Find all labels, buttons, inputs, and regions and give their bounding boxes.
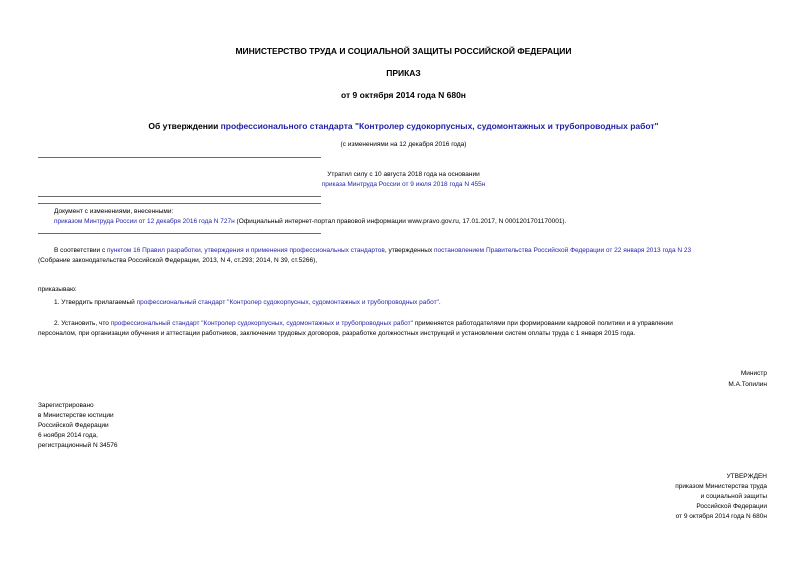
item-2-text: 2. Установить, что bbox=[54, 320, 111, 327]
divider bbox=[38, 196, 321, 197]
title-prefix: Об утверждении bbox=[148, 121, 221, 131]
government-decree-link[interactable]: постановлением Правительства Российской Федерации от 22 января 2013 года N 23 bbox=[434, 247, 692, 254]
document-title bbox=[0, 121, 807, 131]
approved-line: от 9 октября 2014 года N 680н bbox=[675, 513, 767, 520]
registration-line: регистрационный N 34576 bbox=[38, 442, 118, 449]
registration-line: 6 ноября 2014 года, bbox=[38, 432, 98, 439]
amended-order-link[interactable]: приказом Минтруда России от 12 декабря 2016 года N 727н bbox=[54, 218, 235, 225]
approved-line: и социальной защиты bbox=[700, 493, 767, 500]
item-2-text: применяется работодателями при формировании кадровой политики и в управлении bbox=[412, 320, 673, 327]
amended-line bbox=[54, 218, 566, 227]
registration-line: Российской Федерации bbox=[38, 422, 109, 429]
item-1 bbox=[54, 299, 441, 308]
item-1-text: . bbox=[438, 299, 441, 306]
registration-line: Зарегистрировано bbox=[38, 402, 94, 409]
ministry-heading: МИНИСТЕРСТВО ТРУДА И СОЦИАЛЬНОЙ ЗАЩИТЫ РОССИЙСКОЙ ФЕДЕРАЦИИ bbox=[235, 46, 572, 56]
doc-date-number: от 9 октября 2014 года N 680н bbox=[341, 90, 466, 100]
expired-line: Утратил силу с 10 августа 2018 года на основании bbox=[327, 171, 480, 178]
amended-label: Документ с изменениями, внесенными: bbox=[54, 208, 174, 215]
divider bbox=[38, 157, 321, 158]
registration-line: в Министерстве юстиции bbox=[38, 412, 114, 419]
preamble-text: В соответствии с bbox=[54, 247, 108, 254]
approved-line: УТВЕРЖДЕН bbox=[726, 473, 767, 480]
divider bbox=[38, 203, 321, 204]
expired-order-link[interactable]: приказа Минтруда России от 9 июля 2018 года N 455н bbox=[321, 181, 486, 188]
item-1-text: 1. Утвердить прилагаемый bbox=[54, 299, 137, 306]
signature-position: Министр bbox=[740, 370, 767, 377]
approved-line: Российской Федерации bbox=[696, 503, 767, 510]
preamble-text: , утвержденных bbox=[384, 247, 435, 254]
item-2-standard-link[interactable]: профессиональный стандарт "Контролер судокорпусных, судомонтажных и трубопроводных работ" bbox=[110, 320, 413, 327]
item-2-line2: персоналом, при организации обучения и аттестации работников, заключении трудовых договоров, разработке должностных инструкций и установлении систем оплаты труда с 1 января 2015 года. bbox=[38, 330, 636, 337]
preamble-line2: (Собрание законодательства Российской Федерации, 2013, N 4, ст.293; 2014, N 39, ст.5266), bbox=[38, 257, 318, 264]
divider bbox=[38, 233, 321, 234]
approved-line: приказом Министерства труда bbox=[675, 483, 767, 490]
amended-source: (Официальный интернет-портал правовой информации www.pravo.gov.ru, 17.01.2017, N 0001201701170001). bbox=[234, 218, 567, 225]
signature-name: М.А.Топилин bbox=[728, 381, 767, 388]
changes-note: (с изменениями на 12 декабря 2016 года) bbox=[340, 141, 467, 148]
item-2-line1 bbox=[54, 320, 673, 329]
orders-label: приказываю: bbox=[38, 286, 77, 293]
title-standard-link[interactable]: профессионального стандарта "Контролер судокорпусных, судомонтажных и трубопроводных работ" bbox=[220, 121, 659, 131]
preamble-line1 bbox=[54, 247, 691, 256]
doc-type-heading: ПРИКАЗ bbox=[386, 68, 421, 78]
item-1-standard-link[interactable]: профессиональный стандарт "Контролер судокорпусных, судомонтажных и трубопроводных работ" bbox=[136, 299, 439, 306]
rules-point-link[interactable]: пунктом 16 Правил разработки, утверждения и применения профессиональных стандартов bbox=[107, 247, 385, 254]
